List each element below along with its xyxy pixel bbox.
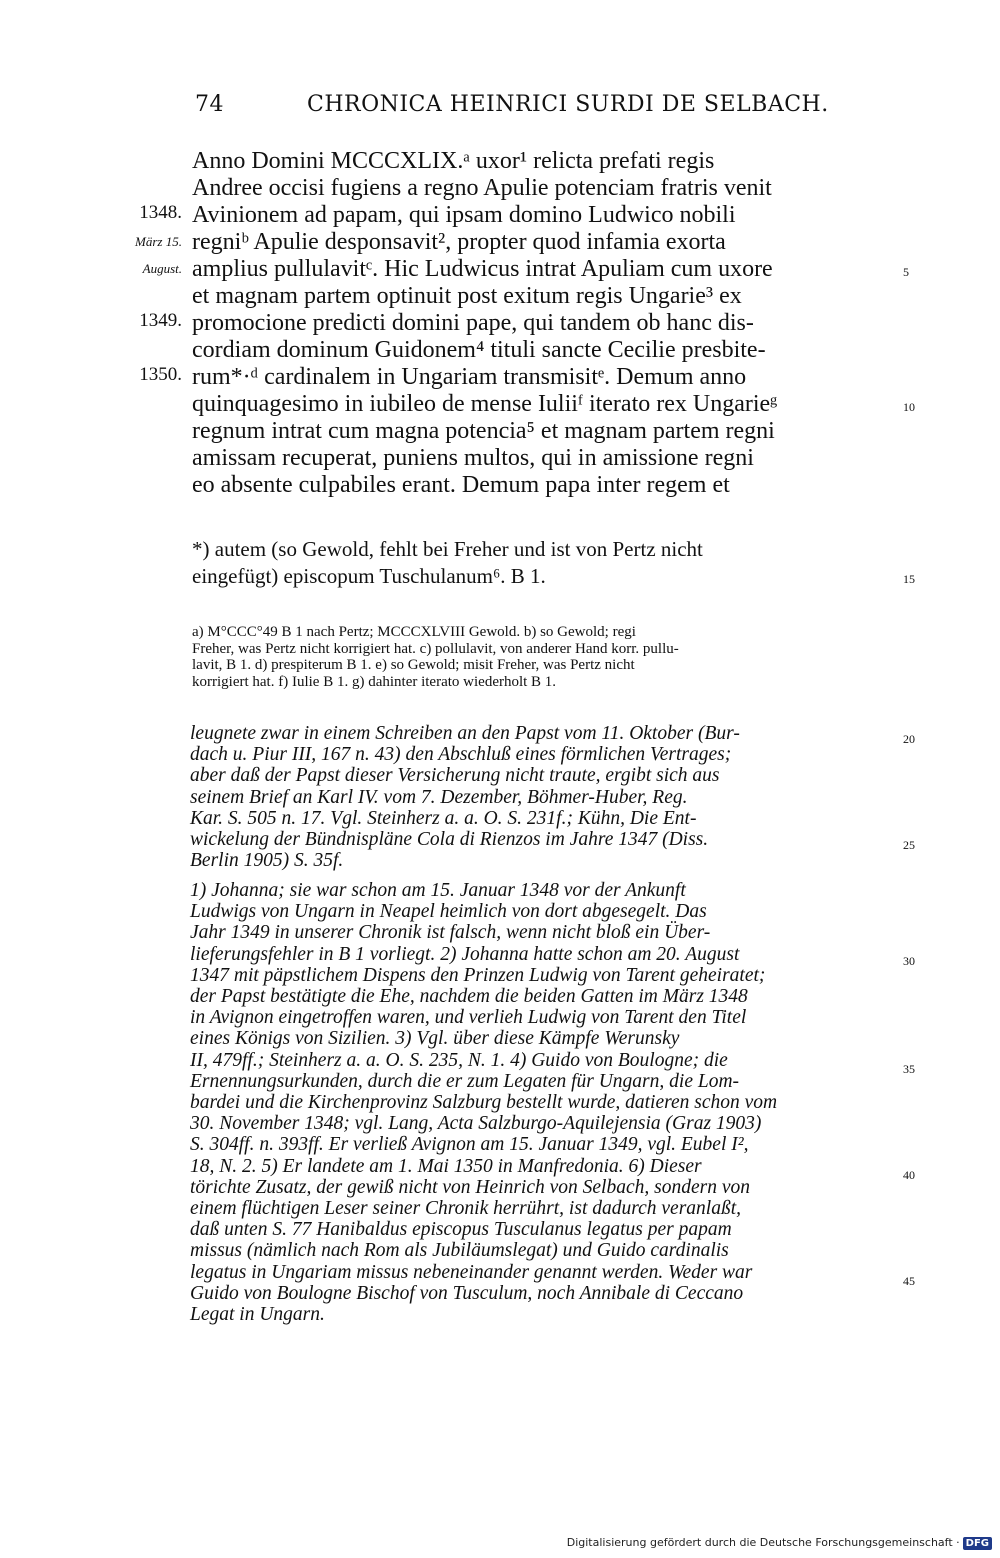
main-text-line: quinquagesimo in iubileo de mense Iuliiᶠ iterato rex Ungarieᵍ bbox=[192, 391, 778, 417]
footnote-line: einem flüchtigen Leser seiner Chronik herrührt, ist dadurch veranlaßt, bbox=[190, 1198, 741, 1219]
credit-text: Digitalisierung gefördert durch die Deutsche Forschungsgemeinschaft · bbox=[566, 1536, 960, 1549]
line-number: 15 bbox=[903, 572, 915, 586]
line-number: 10 bbox=[903, 400, 915, 414]
margin-date: August. bbox=[142, 261, 182, 276]
main-text-line: regniᵇ Apulie desponsavit², propter quod infamia exorta bbox=[192, 229, 726, 255]
footnote-line: bardei und die Kirchenprovinz Salzburg bestellt wurde, datieren schon vom bbox=[190, 1092, 778, 1113]
digitization-credit bbox=[567, 1536, 992, 1550]
apparatus-line: korrigiert hat. f) Iulie B 1. g) dahinter iterato wiederholt B 1. bbox=[192, 673, 557, 690]
main-text-line: Anno Domini MCCCXLIX.ᵃ uxor¹ relicta prefati regis bbox=[192, 148, 715, 174]
footnote-line: lieferungsfehler in B 1 vorliegt. 2) Johanna hatte schon am 20. August bbox=[190, 943, 740, 965]
footnote-line: 30. November 1348; vgl. Lang, Acta Salzburgo-Aquilejensia (Graz 1903) bbox=[190, 1113, 762, 1135]
main-text-line: cordiam dominum Guidonem⁴ tituli sancte Cecilie presbite- bbox=[192, 337, 766, 363]
footnote-line: in Avignon eingetroffen waren, und verlieh Ludwig von Tarent den Titel bbox=[190, 1007, 747, 1029]
line-number: 5 bbox=[903, 265, 909, 279]
page-number: 74 bbox=[195, 92, 224, 117]
footnote-line: leugnete zwar in einem Schreiben an den Papst vom 11. Oktober (Bur- bbox=[190, 723, 740, 744]
footnote-line: Ernennungsurkunden, durch die er zum Legaten für Ungarn, die Lom- bbox=[190, 1070, 740, 1092]
main-text-line: Avinionem ad papam, qui ipsam domino Ludwico nobili bbox=[192, 202, 736, 228]
margin-date: März 15. bbox=[135, 234, 182, 249]
footnote-line: Jahr 1349 in unserer Chronik ist falsch, wenn nicht bloß ein Über- bbox=[190, 922, 711, 944]
footnote-line: wickelung der Bündnispläne Cola di Rienzos im Jahre 1347 (Diss. bbox=[190, 829, 709, 850]
line-number: 40 bbox=[903, 1168, 915, 1182]
footnote-line: Legat in Ungarn. bbox=[190, 1304, 325, 1325]
line-number: 20 bbox=[903, 732, 915, 746]
footnote-line: II, 479ff.; Steinherz a. a. O. S. 235, N. 1. 4) Guido von Boulogne; die bbox=[190, 1049, 728, 1071]
main-text-line: et magnam partem optinuit post exitum regis Ungarie³ ex bbox=[192, 283, 742, 309]
star-note-line: eingefügt) episcopum Tuschulanum⁶. B 1. bbox=[192, 564, 546, 588]
line-number: 35 bbox=[903, 1062, 915, 1076]
margin-date: 1349. bbox=[139, 310, 182, 331]
main-text-line: amissam recuperat, puniens multos, qui in amissione regni bbox=[192, 445, 754, 471]
line-number: 45 bbox=[903, 1274, 915, 1288]
footnote-line: Kar. S. 505 n. 17. Vgl. Steinherz a. a. O. S. 231f.; Kühn, Die Ent- bbox=[190, 807, 697, 829]
footnote-line: daß unten S. 77 Hanibaldus episcopus Tusculanus legatus per papam bbox=[190, 1219, 732, 1241]
line-number: 30 bbox=[903, 954, 915, 968]
main-text-line: Andree occisi fugiens a regno Apulie potenciam fratris venit bbox=[192, 175, 772, 201]
footnote-line: seinem Brief an Karl IV. vom 7. Dezember, Böhmer-Huber, Reg. bbox=[190, 786, 688, 808]
margin-date: 1350. bbox=[139, 364, 182, 385]
star-note-line: *) autem (so Gewold, fehlt bei Freher und ist von Pertz nicht bbox=[192, 537, 703, 561]
footnote-line: Berlin 1905) S. 35f. bbox=[190, 850, 344, 872]
footnote-line: legatus in Ungariam missus nebeneinander genannt werden. Weder war bbox=[190, 1261, 753, 1283]
footnote-line: 18, N. 2. 5) Er landete am 1. Mai 1350 in Manfredonia. 6) Dieser bbox=[190, 1155, 702, 1177]
apparatus-line: a) M°CCC°49 B 1 nach Pertz; MCCCXLVIII Gewold. b) so Gewold; regi bbox=[192, 624, 636, 640]
main-text-line: eo absente culpabiles erant. Demum papa inter regem et bbox=[192, 472, 730, 498]
main-text-line: promocione predicti domini pape, qui tandem ob hanc dis- bbox=[192, 310, 754, 336]
footnote-line: aber daß der Papst dieser Versicherung nicht traute, ergibt sich aus bbox=[190, 765, 720, 787]
main-text-line: amplius pullulavitᶜ. Hic Ludwicus intrat Apuliam cum uxore bbox=[192, 256, 773, 282]
line-number: 25 bbox=[903, 838, 915, 852]
margin-date: 1348. bbox=[139, 202, 182, 223]
footnote-line: dach u. Piur III, 167 n. 43) den Abschluß eines förmlichen Vertrages; bbox=[190, 744, 732, 766]
footnote-line: missus (nämlich nach Rom als Jubiläumslegat) und Guido cardinalis bbox=[190, 1240, 729, 1262]
footnote-line: 1347 mit päpstlichem Dispens den Prinzen Ludwig von Tarent geheiratet; bbox=[190, 964, 766, 986]
footnote-line: Guido von Boulogne Bischof von Tusculum, noch Annibale di Ceccano bbox=[190, 1282, 744, 1304]
footnote-line: 1) Johanna; sie war schon am 15. Januar 1348 vor der Ankunft bbox=[190, 880, 686, 901]
main-text-line: rum*·ᵈ cardinalem in Ungariam transmisitᵉ. Demum anno bbox=[192, 364, 747, 390]
running-title: CHRONICA HEINRICI SURDI DE SELBACH. bbox=[307, 92, 829, 117]
apparatus-line: Freher, was Pertz nicht korrigiert hat. c) pollulavit, von anderer Hand korr. pullu- bbox=[192, 640, 679, 657]
footnote-line: Ludwigs von Ungarn in Neapel heimlich von dort abgesegelt. Das bbox=[190, 901, 707, 923]
footnote-line: törichte Zusatz, der gewiß nicht von Heinrich von Selbach, sondern von bbox=[190, 1176, 750, 1198]
footnote-line: der Papst bestätigte die Ehe, nachdem die beiden Gatten im März 1348 bbox=[190, 986, 748, 1007]
apparatus-line: lavit, B 1. d) prespiterum B 1. e) so Gewold; misit Freher, was Pertz nicht bbox=[192, 657, 635, 673]
footnote-line: eines Königs von Sizilien. 3) Vgl. über diese Kämpfe Werunsky bbox=[190, 1028, 680, 1050]
dfg-logo: DFG bbox=[963, 1537, 992, 1550]
main-text-line: regnum intrat cum magna potencia⁵ et magnam partem regni bbox=[192, 418, 775, 444]
footnote-line: S. 304ff. n. 393ff. Er verließ Avignon am 15. Januar 1349, vgl. Eubel I², bbox=[190, 1134, 749, 1156]
